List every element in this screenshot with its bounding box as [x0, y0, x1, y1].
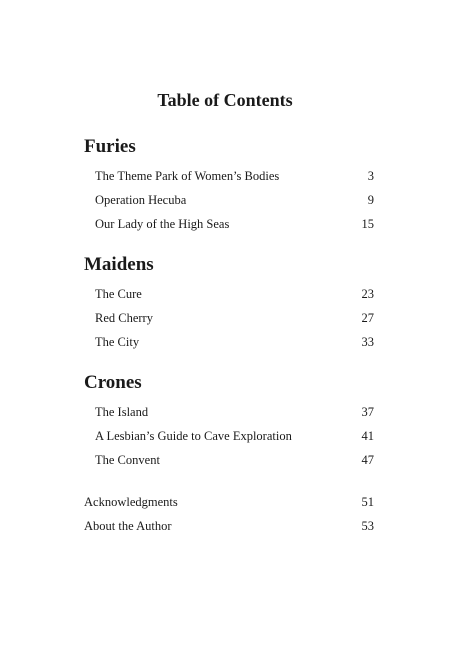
toc-entry[interactable]	[84, 188, 374, 212]
toc-entry-acknowledgments[interactable]	[84, 490, 374, 514]
toc-section-maidens	[84, 253, 374, 354]
entry-page-number: 47	[361, 453, 374, 467]
toc-entry-about-author[interactable]	[84, 514, 374, 538]
entry-page-number: 3	[367, 169, 374, 183]
section-heading: Furies	[84, 136, 136, 157]
entry-page-number: 23	[361, 287, 374, 301]
section-heading: Maidens	[84, 254, 154, 275]
toc-entry[interactable]	[84, 448, 374, 472]
entry-page-number: 15	[361, 217, 374, 231]
entry-title: The Cure	[95, 287, 142, 301]
entry-page-number: 41	[361, 429, 374, 443]
entry-title: The Theme Park of Women’s Bodies	[95, 169, 280, 183]
entry-title: The City	[95, 335, 140, 349]
entry-title: Red Cherry	[95, 311, 153, 325]
entry-page-number: 53	[361, 519, 374, 533]
toc-section-furies	[84, 135, 374, 236]
entry-title: Our Lady of the High Seas	[95, 217, 230, 231]
entry-title: Acknowledgments	[84, 495, 178, 509]
entry-title: A Lesbian’s Guide to Cave Exploration	[95, 429, 292, 443]
toc-entry[interactable]	[84, 212, 374, 236]
toc-entry[interactable]	[84, 330, 374, 354]
toc-back-matter	[84, 490, 374, 538]
entry-page-number: 51	[361, 495, 374, 509]
toc-entry[interactable]	[84, 164, 374, 188]
entry-page-number: 33	[361, 335, 374, 349]
toc-entry[interactable]	[84, 400, 374, 424]
entry-title: The Island	[95, 405, 149, 419]
entry-title: About the Author	[84, 519, 172, 533]
entry-page-number: 37	[361, 405, 374, 419]
entry-page-number: 27	[361, 311, 374, 325]
page-title: Table of Contents	[157, 90, 293, 110]
toc-entry[interactable]	[84, 424, 374, 448]
section-heading: Crones	[84, 372, 142, 393]
toc-section-crones	[84, 371, 374, 472]
toc-entry[interactable]	[84, 282, 374, 306]
entry-page-number: 9	[367, 193, 374, 207]
toc-entry[interactable]	[84, 306, 374, 330]
entry-title: Operation Hecuba	[95, 193, 187, 207]
entry-title: The Convent	[95, 453, 160, 467]
